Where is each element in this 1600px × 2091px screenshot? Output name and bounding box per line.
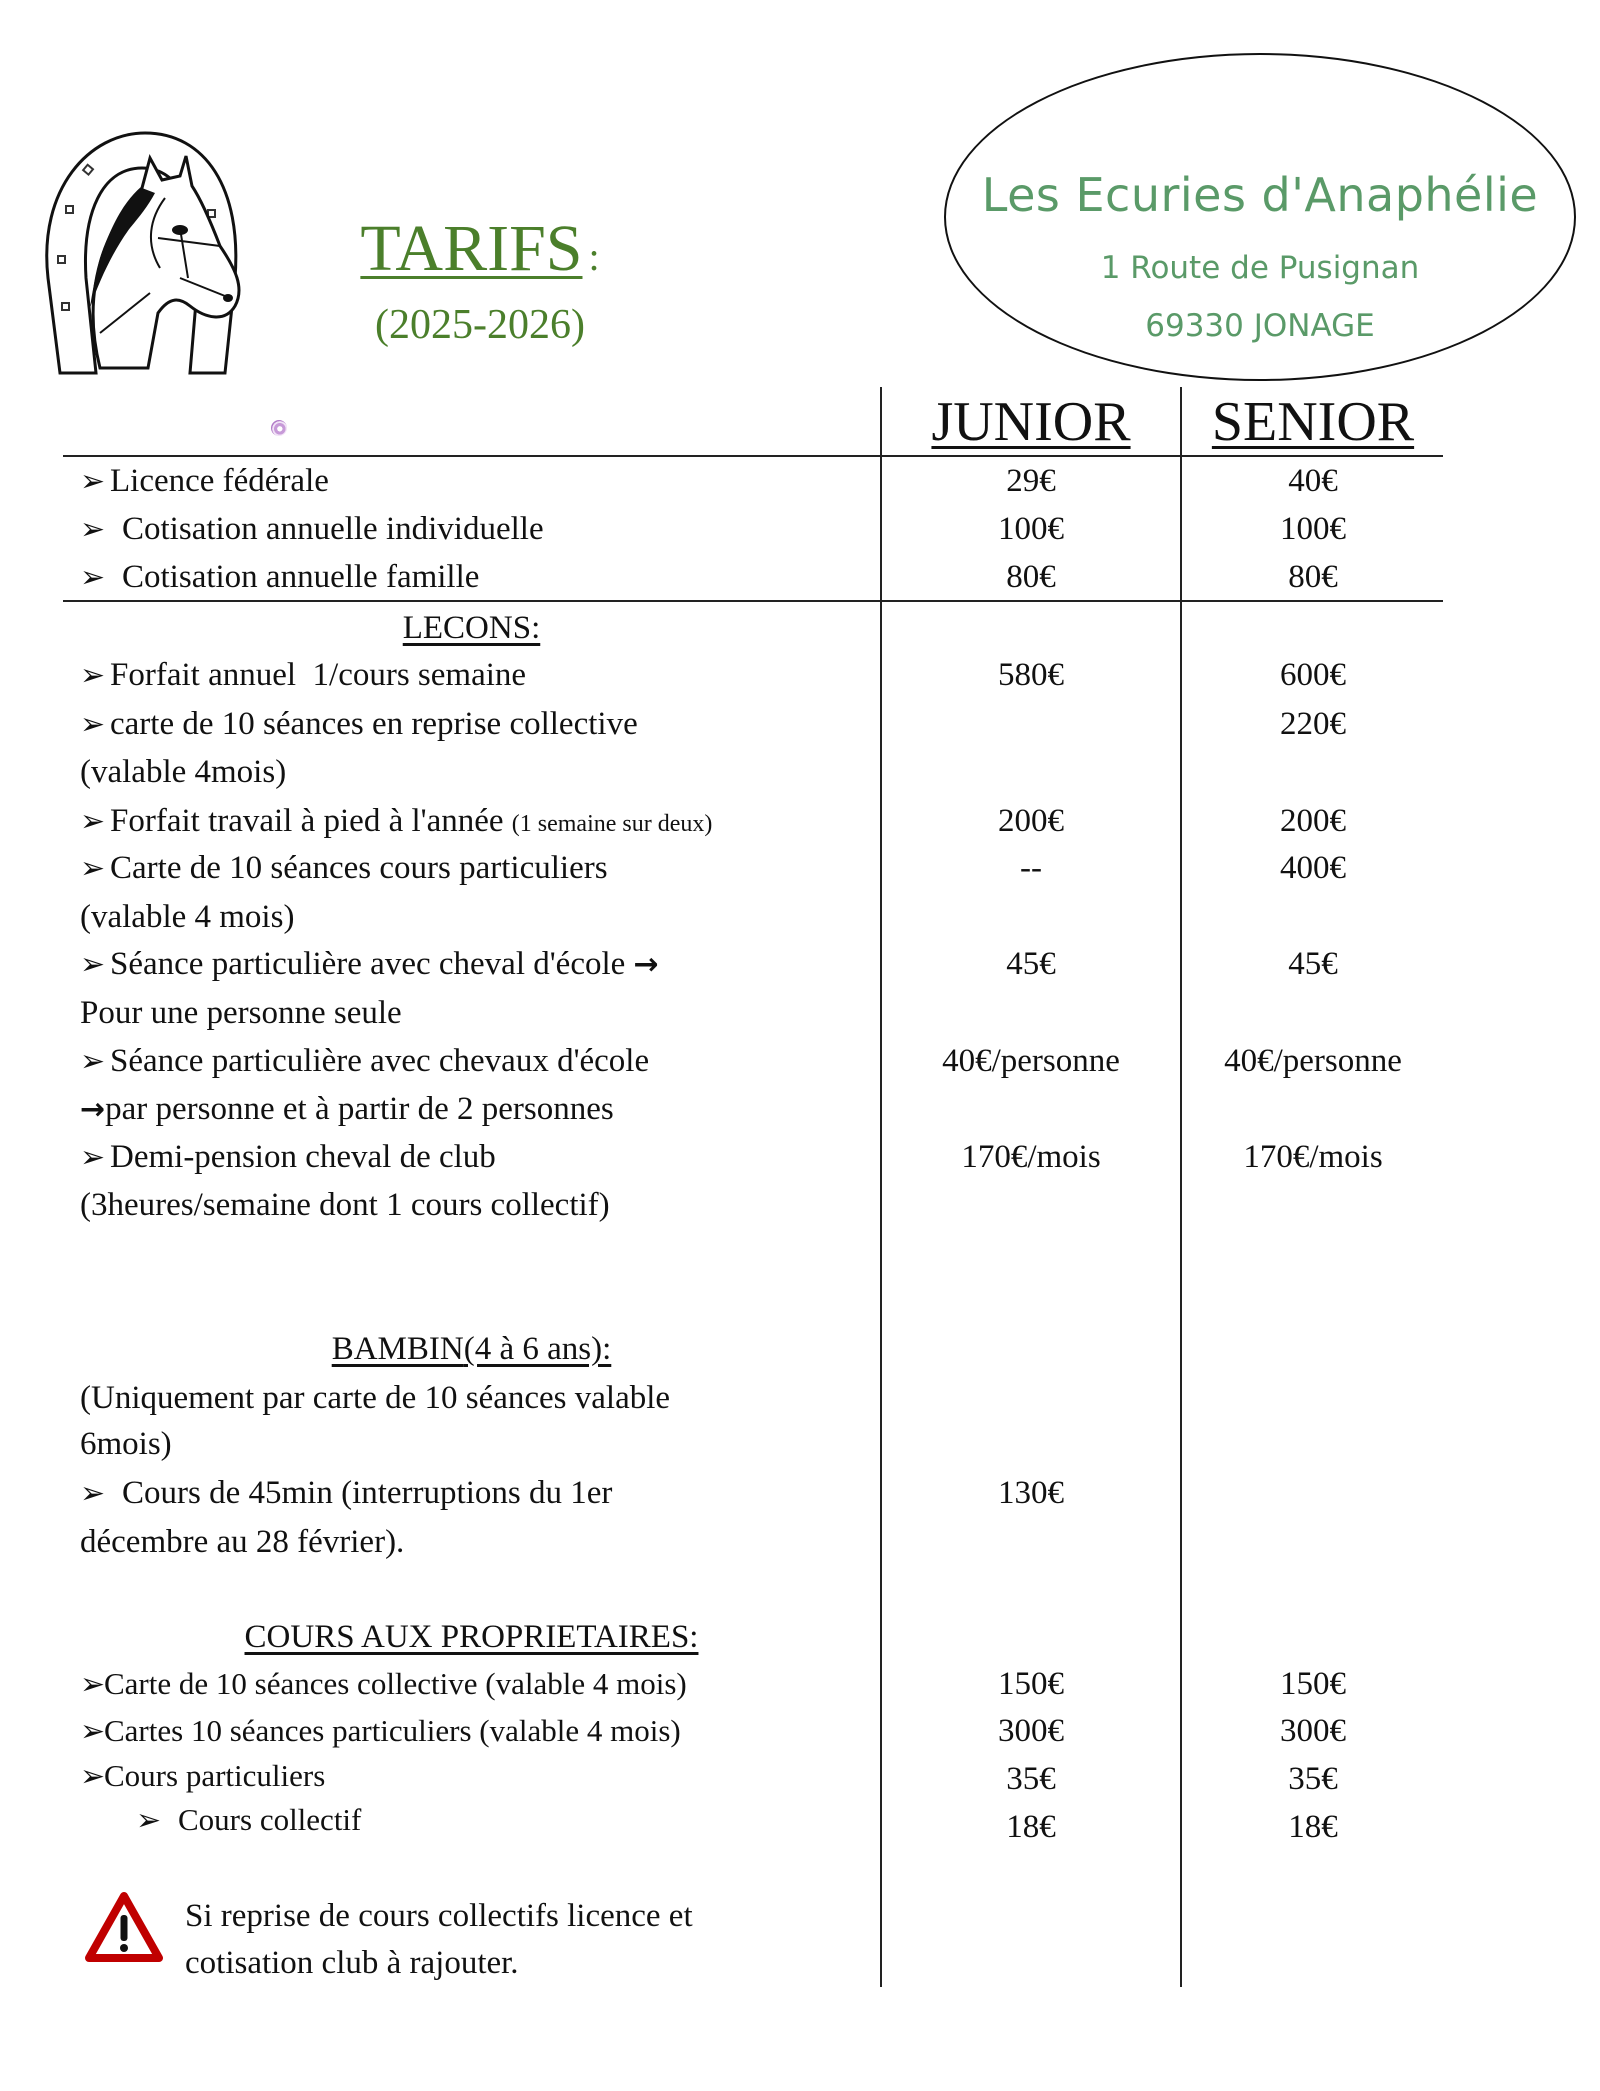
bullet-arrow-icon: ➢ [80,805,106,838]
table-row [80,505,880,554]
bullet-arrow-icon: ➢ [80,1141,106,1174]
row-label: Séance particulière avec chevaux d'école [110,1043,650,1079]
price-junior: 29€ [1006,463,1056,499]
bullet-arrow-icon: ➢ [80,465,106,498]
table-row [80,457,880,506]
row-label: Forfait travail à pied à l'année [110,803,504,839]
row-note: (1 semaine sur deux) [511,811,713,837]
row-continuation: (3heures/semaine dont 1 cours collectif) [80,1187,610,1223]
price-junior: 35€ [1006,1761,1056,1797]
table-row [80,1037,880,1086]
column-header-junior: JUNIOR [931,391,1131,453]
table-row [80,553,880,602]
club-name: Les Ecuries d'Anaphélie [981,168,1539,222]
price-senior: 400€ [1280,850,1346,886]
table-row [80,940,880,989]
table-row [80,1133,880,1182]
price-junior: 170€/mois [961,1139,1101,1175]
row-continuation: (valable 4 mois) [80,899,295,935]
price-senior: 170€/mois [1243,1139,1383,1175]
bullet-arrow-icon: ➢ [80,852,106,885]
club-address-street: 1 Route de Pusignan [1100,250,1420,286]
price-senior: 150€ [1280,1666,1346,1702]
price-senior: 40€/personne [1224,1043,1402,1079]
price-senior: 100€ [1280,511,1346,547]
row-label: Cours particuliers [104,1758,326,1793]
row-continuation [80,1085,880,1134]
bullet-arrow-icon: ➢ [80,513,106,546]
title-text: TARIFS [360,212,583,285]
price-junior: 130€ [998,1475,1064,1511]
club-address-city: 69330 JONAGE [1145,308,1375,344]
price-junior: 150€ [998,1666,1064,1702]
season-label: (2025-2026) [375,302,585,348]
row-label: Séance particulière avec cheval d'école [110,946,626,982]
price-junior: 200€ [998,803,1064,839]
row-label: Licence fédérale [110,463,329,499]
title-colon: : [588,234,600,279]
price-senior: 600€ [1280,657,1346,693]
bullet-arrow-icon: ➢ [80,1477,106,1510]
row-label: Cotisation annuelle individuelle [122,511,544,547]
table-row [80,651,880,700]
page-title [330,210,630,296]
price-junior: 18€ [1006,1809,1056,1845]
table-row [80,797,880,848]
price-senior: 35€ [1288,1761,1338,1797]
arrow-right-icon: → [633,947,659,982]
column-header-senior: SENIOR [1211,391,1415,453]
row-label: Forfait annuel 1/cours semaine [110,657,527,693]
bullet-arrow-icon: ➢ [80,708,106,741]
bullet-arrow-icon: ➢ [80,1760,106,1793]
row-label: carte de 10 séances en reprise collective [110,706,638,742]
price-junior: -- [1020,850,1042,886]
row-label: Carte de 10 séances cours particuliers [110,850,608,886]
row-continuation: Pour une personne seule [80,995,402,1031]
row-label: Demi-pension cheval de club [110,1139,496,1175]
table-row [80,1660,880,1709]
section-heading-bambin [63,1325,880,1373]
purple-spiral-icon [271,420,287,436]
bullet-arrow-icon: ➢ [80,1045,106,1078]
section-heading-owners: COURS AUX PROPRIETAIRES: [244,1619,699,1655]
price-senior: 45€ [1288,946,1338,982]
table-row [136,1796,936,1845]
warning-triangle-icon [84,1891,164,1963]
table-row [80,844,880,893]
price-junior: 40€/personne [942,1043,1120,1079]
bullet-arrow-icon: ➢ [80,561,106,594]
continuation-text: par personne et à partir de 2 personnes [105,1091,614,1127]
price-junior: 80€ [1006,559,1056,595]
row-label: Cartes 10 séances particuliers (valable 4 mois) [104,1713,681,1748]
bullet-arrow-icon: ➢ [80,1668,106,1701]
bambin-intro-line2: 6mois) [80,1426,172,1462]
table-row [80,1469,880,1518]
price-junior: 300€ [998,1713,1064,1749]
bambin-age-range: (4 à 6 ans): [463,1331,612,1367]
section-heading-lessons: LECONS: [402,610,541,646]
price-senior: 80€ [1288,559,1338,595]
price-junior: 100€ [998,511,1064,547]
table-row [80,700,880,749]
bullet-arrow-icon: ➢ [80,948,106,981]
warning-text-line2: cotisation club à rajouter. [185,1945,519,1981]
price-junior: 580€ [998,657,1064,693]
row-continuation: décembre au 28 février). [80,1524,405,1560]
bambin-intro-line1: (Uniquement par carte de 10 séances valable [80,1380,671,1416]
horseshoe-horse-logo-icon [30,128,250,378]
price-junior: 45€ [1006,946,1056,982]
warning-text-line1: Si reprise de cours collectifs licence et [185,1898,693,1934]
bullet-arrow-icon: ➢ [80,659,106,692]
row-continuation: (valable 4mois) [80,754,287,790]
price-senior: 220€ [1280,706,1346,742]
bambin-heading: BAMBIN [331,1331,464,1367]
bullet-arrow-icon: ➢ [136,1804,162,1837]
row-label: Cotisation annuelle famille [122,559,480,595]
table-row [80,1752,880,1801]
row-label: Cours collectif [178,1802,362,1837]
price-senior: 40€ [1288,463,1338,499]
row-label: Carte de 10 séances collective (valable 4 mois) [104,1666,687,1701]
row-label: Cours de 45min (interruptions du 1er [122,1475,613,1511]
arrow-right-icon: → [80,1092,106,1127]
bullet-arrow-icon: ➢ [80,1715,106,1748]
price-senior: 300€ [1280,1713,1346,1749]
table-row [80,1707,880,1756]
price-senior: 200€ [1280,803,1346,839]
price-senior: 18€ [1288,1809,1338,1845]
